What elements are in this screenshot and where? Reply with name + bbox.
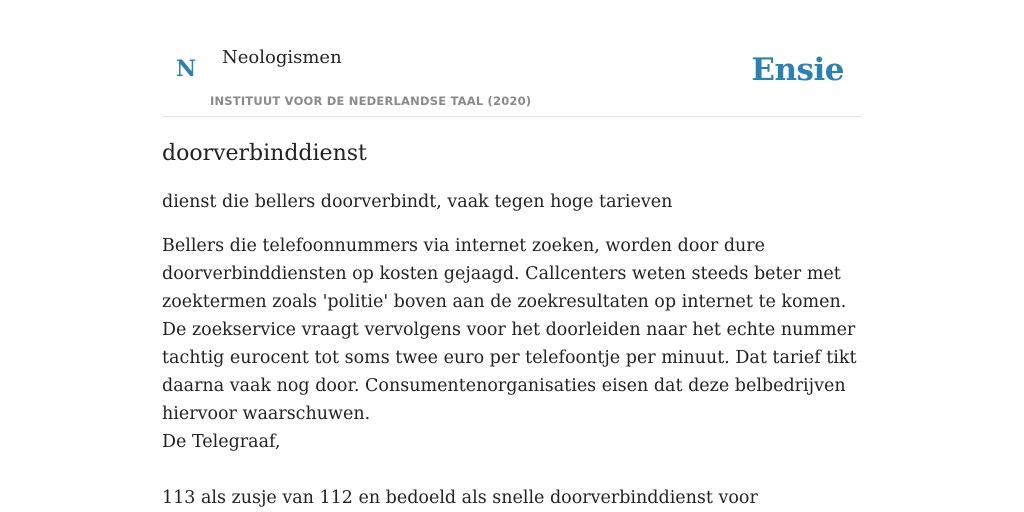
example-quote-2: 113 als zusje van 112 en bedoeld als snelle doorverbinddienst voor [162, 488, 758, 508]
source-n-icon[interactable]: N [176, 56, 197, 82]
ensie-logo[interactable]: Ensie [751, 52, 844, 88]
source-publisher: INSTITUUT VOOR DE NEDERLANDSE TAAL (2020) [210, 94, 532, 108]
source-name-link[interactable]: Neologismen [222, 47, 342, 68]
definition: dienst die bellers doorverbindt, vaak tegen hoge tarieven [162, 192, 673, 212]
headword: doorverbinddienst [162, 141, 367, 166]
example-quote: Bellers die telefoonnummers via internet zoeken, worden door dure doorverbinddiensten op kosten gejaagd. Callcenters weten steeds beter met zoektermen zoals 'politie' boven aan de zoekresultaten op internet te komen. De zoekservice vraagt vervolgens voor het doorleiden naar het echte nummer tachtig eurocent tot soms twee euro per telefoontje per minuut. Dat tarief tikt daarna vaak nog door. Consumentenorganisaties eisen dat deze belbedrijven hiervoor waarschuwen. [162, 236, 857, 424]
entry-content [162, 136, 864, 512]
source-header [162, 36, 862, 117]
example-source: De Telegraaf, [162, 432, 281, 452]
